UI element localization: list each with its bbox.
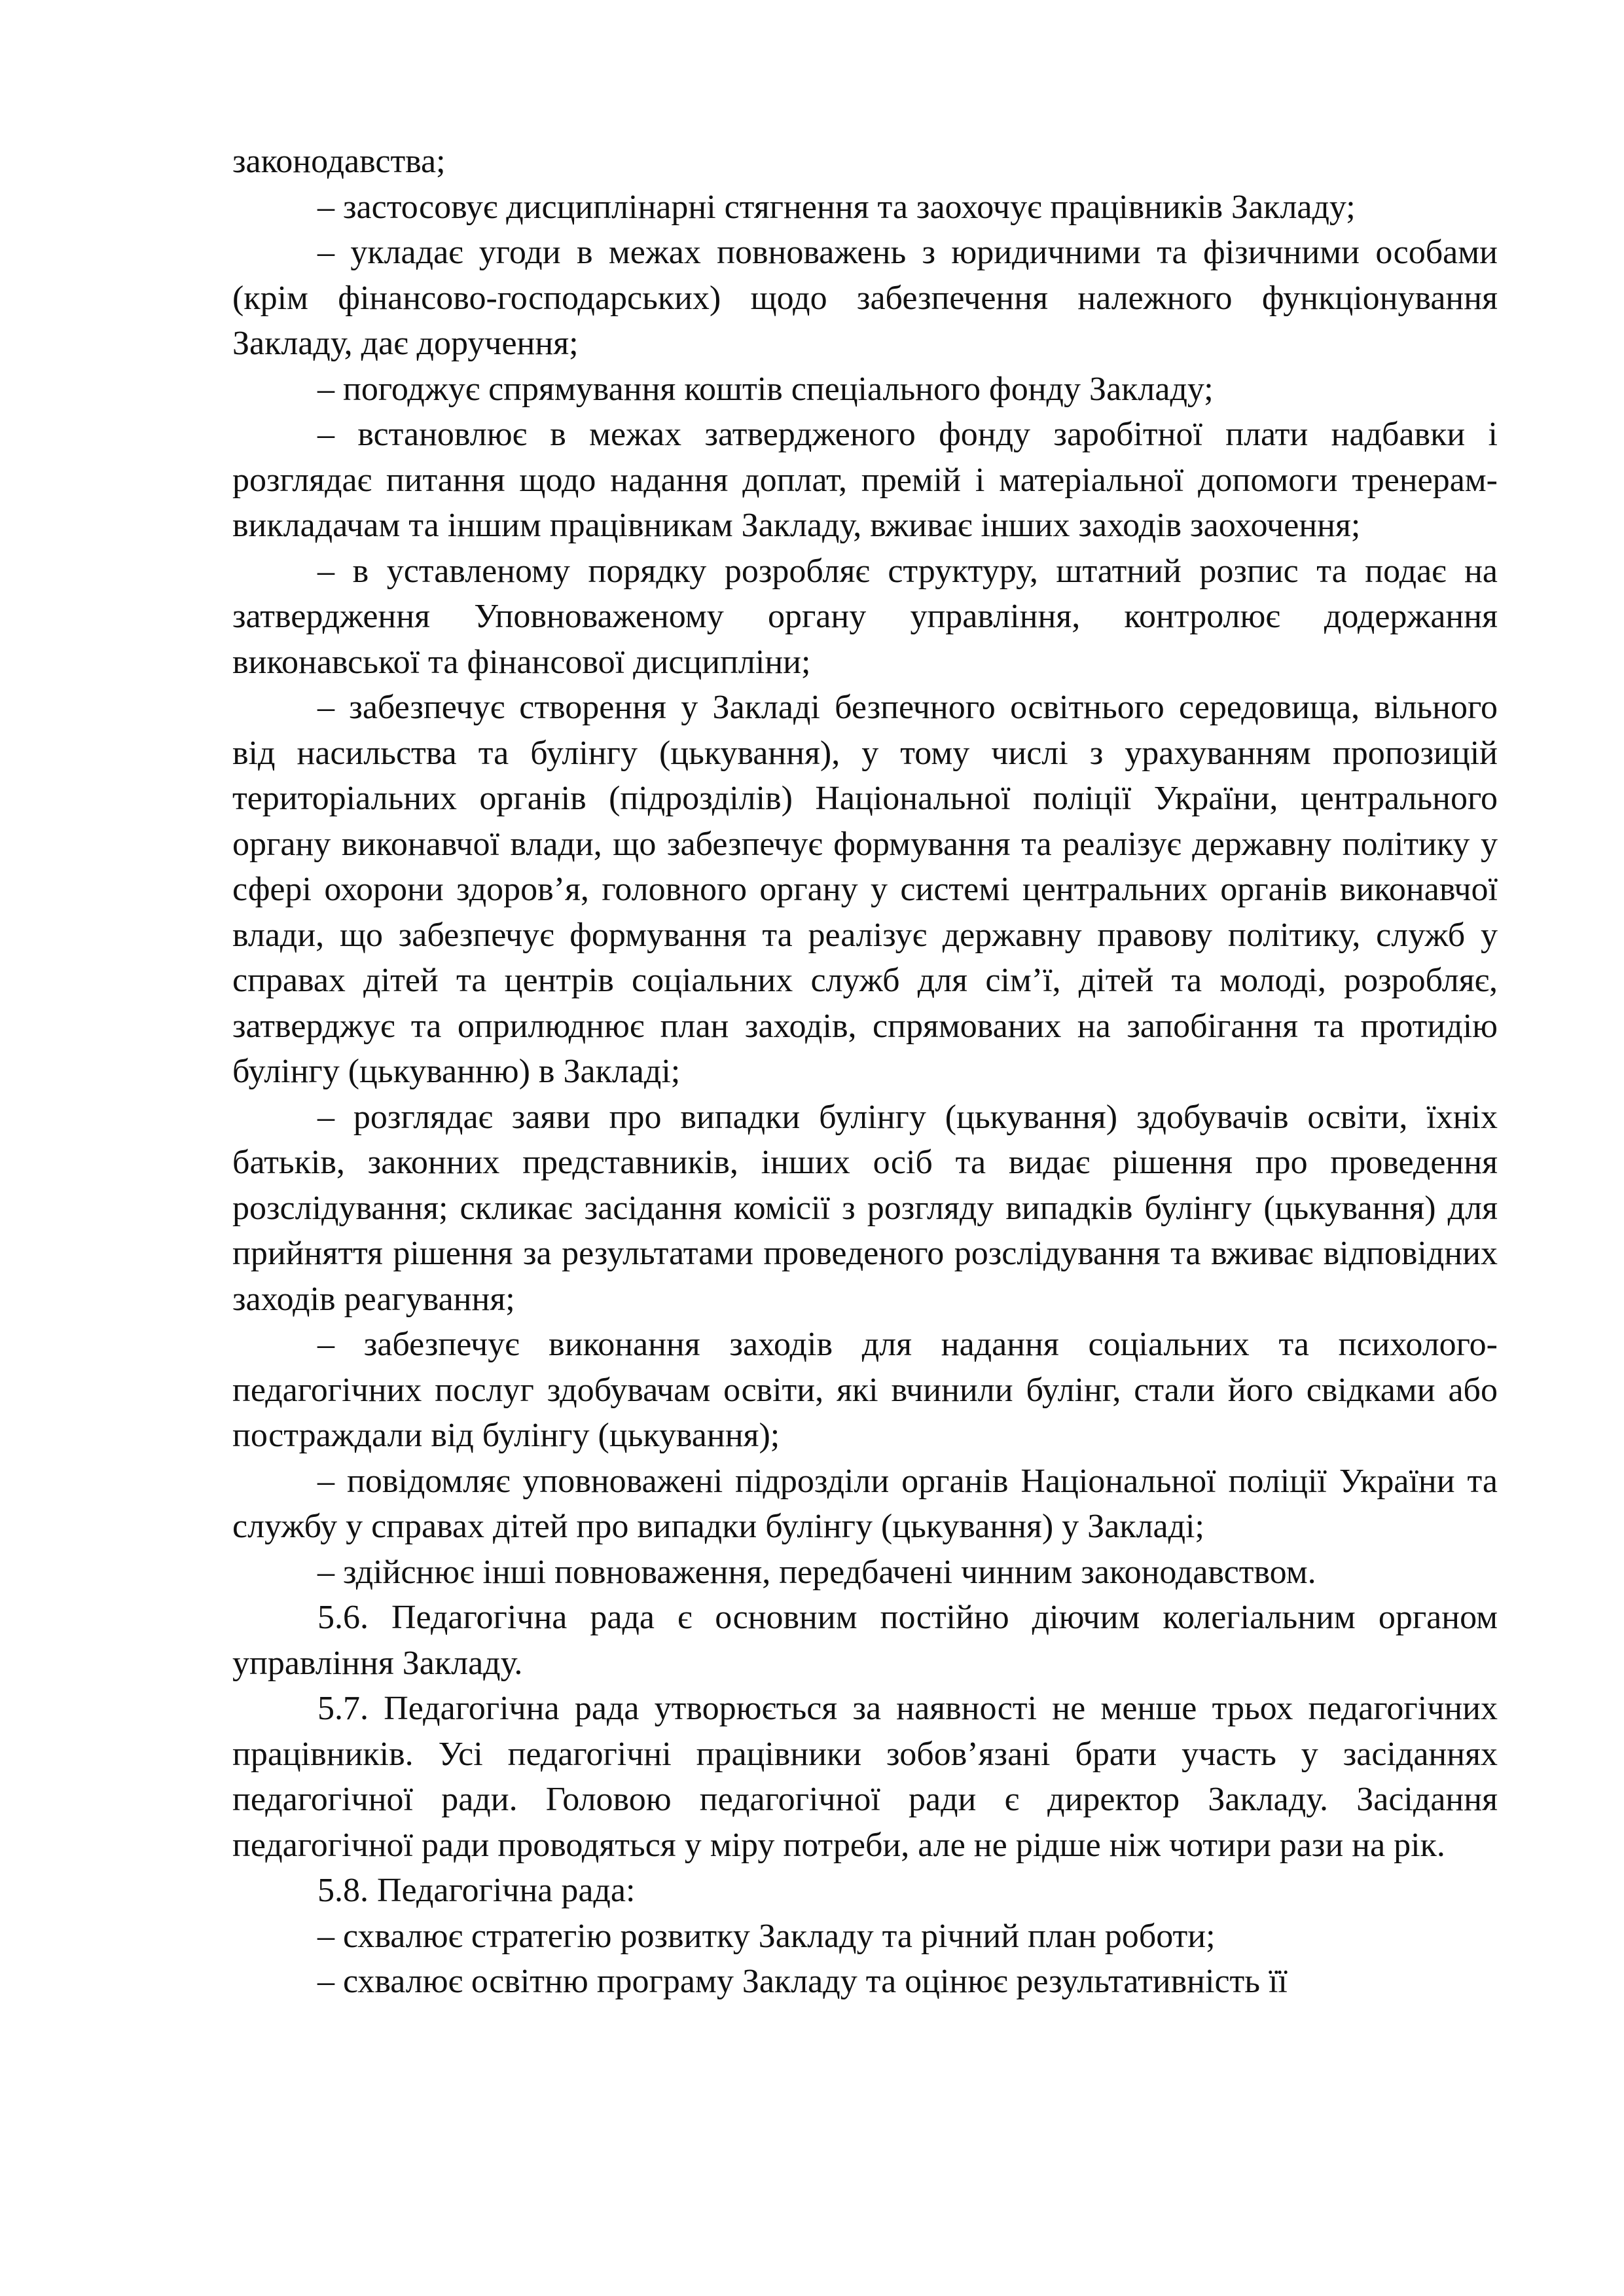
paragraph-educational-program: – схвалює освітню програму Закладу та оцінює результативність її [317,1963,1288,2000]
paragraph-continuation: законодавства; [232,143,446,180]
paragraph-bonuses: – встановлює в межах затвердженого фонду заробітної плати надбавки і розглядає питання щодо надання доплат, премій і матеріальної допомоги тренерам-викладачам та іншим працівникам Закладу, вживає інших заходів заохочення; [232,416,1498,544]
paragraph-strategy: – схвалює стратегію розвитку Закладу та річний план роботи; [317,1917,1216,1955]
paragraph-police-notification: – повідомляє уповноважені підрозділи органів Національної поліції України та службу у справах дітей про випадки булінгу (цькування) у Закладі; [232,1462,1498,1545]
paragraph-safe-environment: – забезпечує створення у Закладі безпечного освітнього середовища, вільного від насильства та булінгу (цькування), у тому числі з урахуванням пропозицій територіальних органів (підрозділів) Національної поліції України, центрального органу виконавчої влади, що забезпечує формування та реалізує державну політику у сфері охорони здоров’я, головного органу у системі центральних органів виконавчої влади, що забезпечує формування та реалізує державну правову політику, служб у справах дітей та центрів соціальних служб для сім’ї, дітей та молоді, розробляє, затверджує та оприлюднює план заходів, спрямованих на запобігання та протидію булінгу (цькуванню) в Закладі; [232,689,1498,1090]
paragraph-5-8: 5.8. Педагогічна рада: [317,1872,636,1909]
paragraph-special-fund: – погоджує спрямування коштів спеціального фонду Закладу; [317,370,1214,408]
document-page [232,139,1498,2005]
paragraph-bullying-reports: – розглядає заяви про випадки булінгу (цькування) здобувачів освіти, їхніх батьків, законних представників, інших осіб та видає рішення про проведення розслідування; скликає засідання комісії з розгляду випадків булінгу (цькування) для прийняття рішення за результатами проведеного розслідування та вживає відповідних заходів реагування; [232,1098,1498,1318]
paragraph-agreements: – укладає угоди в межах повноважень з юридичними та фізичними особами (крім фінансово-господарських) щодо забезпечення належного функціонування Закладу, дає доручення; [232,234,1498,362]
paragraph-structure: – в уставленому порядку розробляє структуру, штатний розпис та подає на затвердження Уповноваженому органу управління, контролює додержання виконавської та фінансової дисципліни; [232,552,1498,681]
paragraph-5-7: 5.7. Педагогічна рада утворюється за наявності не менше трьох педагогічних працівників. Усі педагогічні працівники зобов’язані брати участь у засіданнях педагогічної ради. Головою педагогічної ради є директор Закладу. Засідання педагогічної ради проводяться у міру потреби, але не рідше ніж чотири рази на рік. [232,1690,1498,1864]
paragraph-5-6: 5.6. Педагогічна рада є основним постійно діючим колегіальним органом управління Закладу. [232,1599,1498,1682]
paragraph-disciplinary: – застосовує дисциплінарні стягнення та заохочує працівників Закладу; [317,188,1356,226]
paragraph-psychological-services: – забезпечує виконання заходів для надання соціальних та психолого-педагогічних послуг здобувачам освіти, які вчинили булінг, стали його свідками або постраждали від булінгу (цькування); [232,1326,1498,1454]
paragraph-other-powers: – здійснює інші повноваження, передбачені чинним законодавством. [317,1553,1316,1591]
